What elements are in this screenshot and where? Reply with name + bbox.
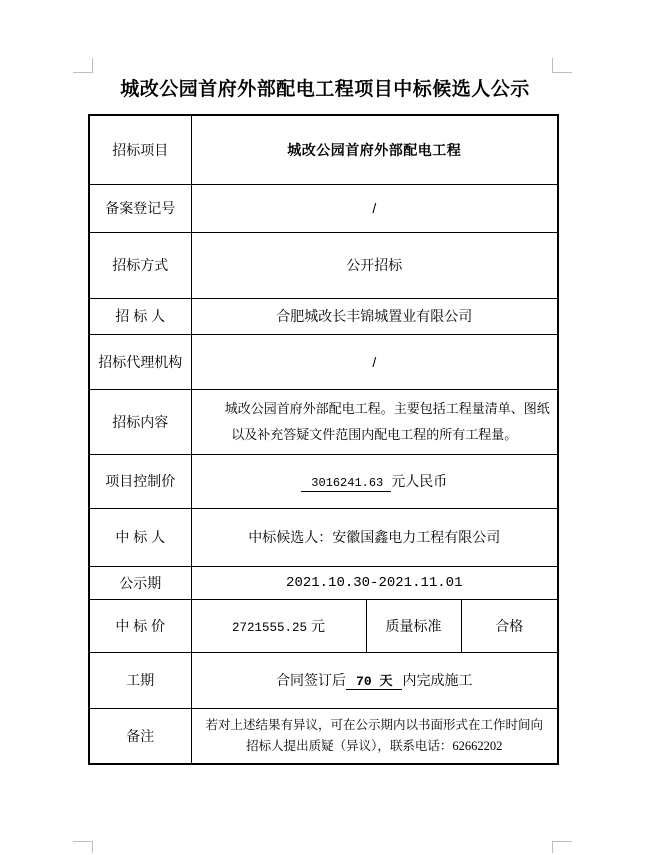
row-tenderer	[89, 298, 558, 334]
row-publicity-period	[89, 566, 558, 599]
row-bid-price	[89, 599, 558, 652]
bid-project-value: 城改公园首府外部配电工程	[191, 115, 558, 184]
row-winner	[89, 508, 558, 566]
margin-crop-mark-top-right	[552, 58, 572, 73]
bid-price-label: 中 标 价	[89, 599, 191, 652]
tenderer-value: 合肥城改长丰锦城置业有限公司	[191, 298, 558, 334]
row-control-price	[89, 454, 558, 508]
duration-suffix: 内完成施工	[402, 672, 473, 688]
row-duration	[89, 652, 558, 708]
bid-content-line2: 以及补充答疑文件范围内配电工程的所有工程量。	[231, 426, 518, 442]
bid-price-unit: 元	[310, 617, 325, 634]
quality-standard-label: 质量标准	[366, 599, 461, 652]
page-title: 城改公园首府外部配电工程项目中标候选人公示	[120, 79, 530, 100]
remarks-line2: 招标人提出质疑（异议），联系电话：62662202	[246, 738, 503, 753]
agency-value: /	[191, 334, 558, 389]
quality-standard-value: 合格	[461, 599, 558, 652]
publicity-period-label: 公示期	[89, 566, 191, 599]
duration-value	[191, 652, 558, 708]
row-bid-project	[89, 115, 558, 184]
control-price-unit: 元人民币	[391, 473, 448, 489]
margin-crop-mark-bottom-right	[552, 841, 572, 853]
publicity-period-value: 2021.10.30-2021.11.01	[191, 566, 558, 599]
duration-prefix: 合同签订后	[276, 672, 347, 688]
bid-content-value	[191, 389, 558, 454]
row-remarks	[89, 708, 558, 764]
margin-crop-mark-bottom-left	[73, 841, 93, 853]
bid-price-amount: 2721555.25	[232, 620, 308, 635]
remarks-line1: 若对上述结果有异议，可在公示期内以书面形式在工作时间向	[205, 717, 544, 732]
duration-days: 70 天	[346, 672, 402, 690]
row-agency	[89, 334, 558, 389]
bid-method-label: 招标方式	[89, 232, 191, 298]
bid-content-line1: 城改公园首府外部配电工程。主要包括工程量清单、图纸	[224, 400, 550, 416]
announcement-table	[88, 114, 559, 765]
remarks-label: 备注	[89, 708, 191, 764]
duration-label: 工期	[89, 652, 191, 708]
bid-price-value	[191, 599, 366, 652]
bid-method-value: 公开招标	[191, 232, 558, 298]
row-bid-content	[89, 389, 558, 454]
control-price-amount: 3016241.63	[301, 476, 391, 492]
tenderer-label: 招 标 人	[89, 298, 191, 334]
row-bid-method	[89, 232, 558, 298]
row-record-number	[89, 184, 558, 232]
bid-project-label: 招标项目	[89, 115, 191, 184]
agency-label: 招标代理机构	[89, 334, 191, 389]
record-number-value: /	[191, 184, 558, 232]
winner-label: 中 标 人	[89, 508, 191, 566]
margin-crop-mark-top-left	[73, 58, 93, 73]
remarks-value	[191, 708, 558, 764]
winner-value: 中标候选人：安徽国鑫电力工程有限公司	[191, 508, 558, 566]
bid-content-label: 招标内容	[89, 389, 191, 454]
control-price-label: 项目控制价	[89, 454, 191, 508]
record-number-label: 备案登记号	[89, 184, 191, 232]
control-price-value	[191, 454, 558, 508]
